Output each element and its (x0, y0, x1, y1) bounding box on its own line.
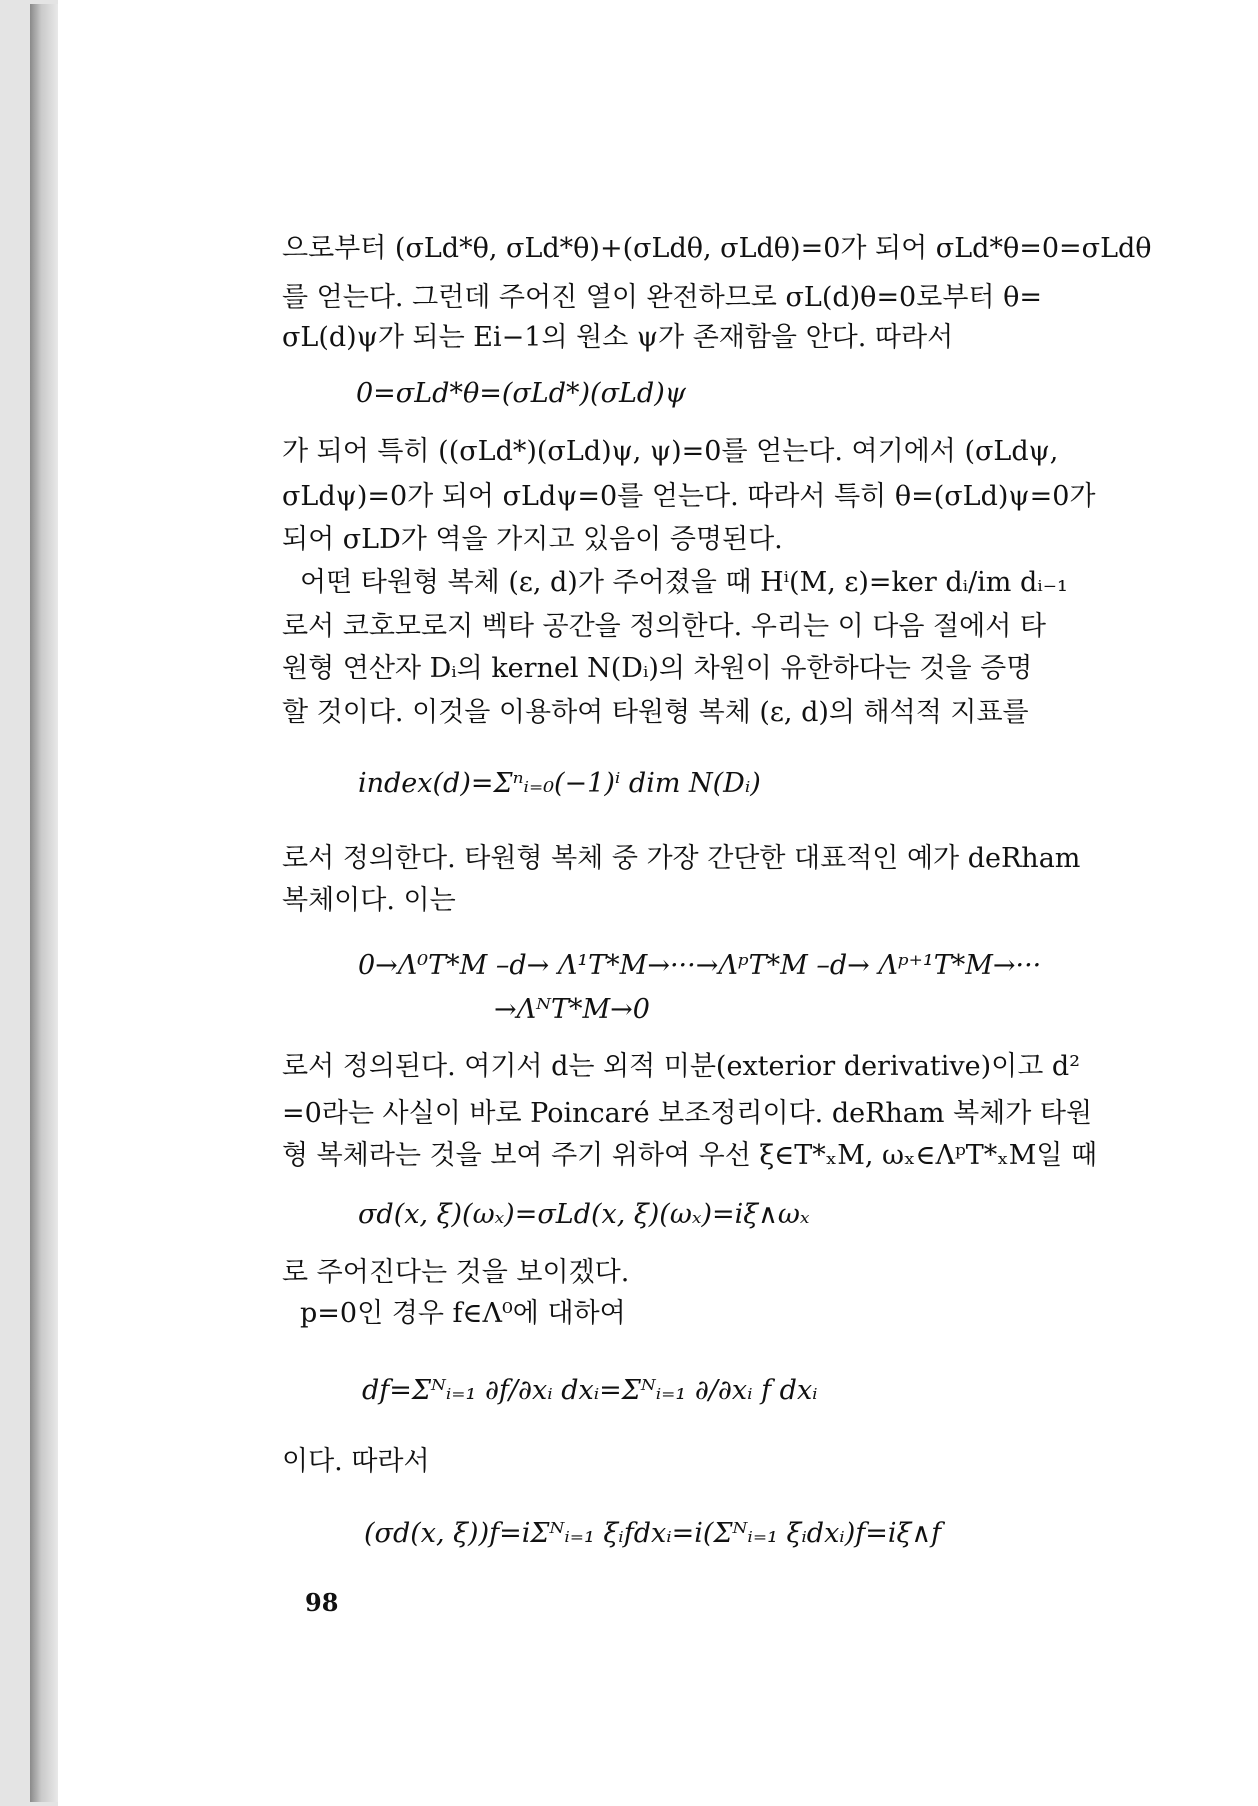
text-line: 되어 σLD가 역을 가지고 있음이 증명된다. (282, 524, 783, 555)
text-line: 복체이다. 이는 (282, 885, 456, 916)
text-line: =0라는 사실이 바로 Poincaré 보조정리이다. deRham 복체가 타원 (282, 1098, 1093, 1129)
equation: (σd(x, ξ))f=iΣᴺᵢ₌₁ ξᵢfdxᵢ=i(Σᴺᵢ₌₁ ξᵢdxᵢ)f=iξ∧f (364, 1518, 942, 1549)
text-line: 가 되어 특히 ((σLd*)(σLd)ψ, ψ)=0를 얻는다. 여기에서 (σLdψ, (282, 436, 1059, 467)
text-line: 어떤 타원형 복체 (ε, d)가 주어졌을 때 Hⁱ(M, ε)=ker dᵢ/im dᵢ₋₁ (300, 567, 1068, 598)
text-line: p=0인 경우 f∈Λ⁰에 대하여 (300, 1298, 626, 1329)
text-line: 할 것이다. 이것을 이용하여 타원형 복체 (ε, d)의 해석적 지표를 (282, 697, 1029, 728)
equation: index(d)=Σⁿᵢ₌₀(−1)ⁱ dim N(Dᵢ) (358, 768, 761, 799)
text-line: 로서 정의된다. 여기서 d는 외적 미분(exterior derivative)이고 d² (282, 1051, 1081, 1082)
equation: →ΛᴺT*M→0 (494, 994, 650, 1025)
text-line: 를 얻는다. 그런데 주어진 열이 완전하므로 σL(d)θ=0로부터 θ= (282, 282, 1042, 313)
text-line: 로서 정의한다. 타원형 복체 중 가장 간단한 대표적인 예가 deRham (282, 843, 1081, 874)
text-line: σL(d)ψ가 되는 Ei−1의 원소 ψ가 존재함을 안다. 따라서 (282, 322, 954, 353)
text-line: 로서 코호모로지 벡타 공간을 정의한다. 우리는 이 다음 절에서 타 (282, 611, 1046, 642)
text-line: 원형 연산자 Dᵢ의 kernel N(Dᵢ)의 차원이 유한하다는 것을 증명 (282, 653, 1033, 684)
text-line: 로 주어진다는 것을 보이겠다. (282, 1257, 630, 1288)
book-spine (30, 4, 58, 1802)
page-number: 98 (305, 1588, 339, 1617)
equation: df=Σᴺᵢ₌₁ ∂f/∂xᵢ dxᵢ=Σᴺᵢ₌₁ ∂/∂xᵢ f dxᵢ (362, 1375, 818, 1406)
text-line: σLdψ)=0가 되어 σLdψ=0를 얻는다. 따라서 특히 θ=(σLd)ψ=0가 (282, 481, 1096, 512)
text-line: 이다. 따라서 (282, 1446, 430, 1477)
equation: σd(x, ξ)(ωₓ)=σLd(x, ξ)(ωₓ)=iξ∧ωₓ (358, 1199, 810, 1230)
text-line: 으로부터 (σLd*θ, σLd*θ)+(σLdθ, σLdθ)=0가 되어 σLd*θ=0=σLdθ (282, 233, 1152, 264)
text-line: 형 복체라는 것을 보여 주기 위하여 우선 ξ∈T*ₓM, ωₓ∈ΛᵖT*ₓM일 때 (282, 1140, 1098, 1171)
equation: 0→Λ⁰T*M –d→ Λ¹T*M→···→ΛᵖT*M –d→ Λᵖ⁺¹T*M→··· (358, 950, 1042, 981)
equation: 0=σLd*θ=(σLd*)(σLd)ψ (356, 378, 686, 409)
